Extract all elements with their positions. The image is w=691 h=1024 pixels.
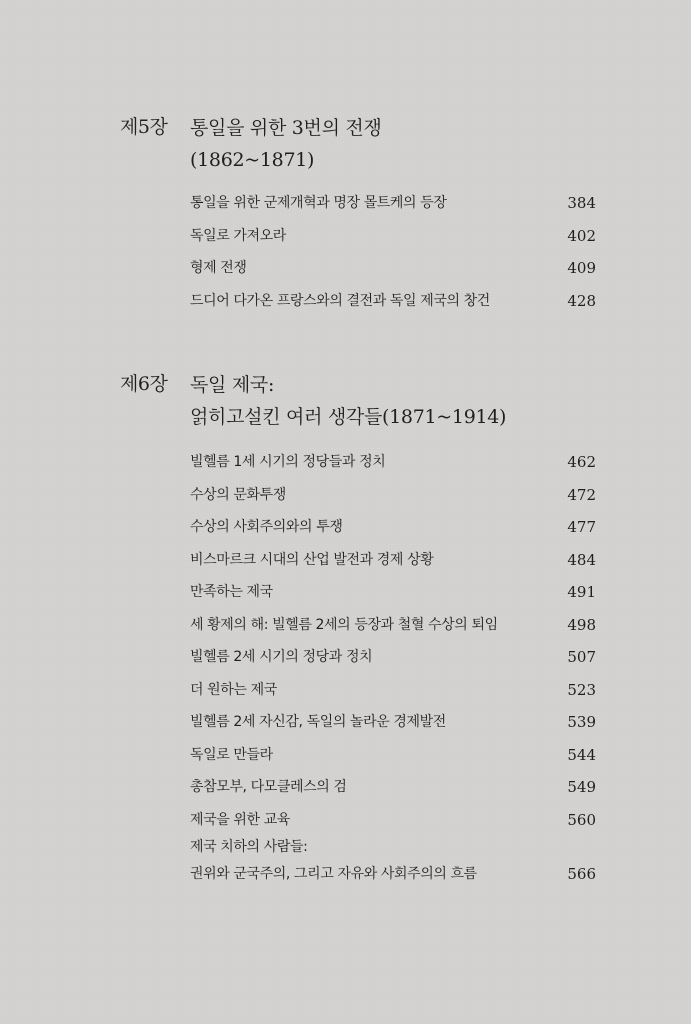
chapter-number: 제6장 [120, 373, 168, 395]
entry-title: 독일로 가져오라 [190, 227, 286, 244]
entry-title-line: 권위와 군국주의, 그리고 자유와 사회주의의 흐름 [190, 866, 477, 882]
entry-title: 형제 전쟁 [190, 260, 247, 276]
entry-page: 462 [567, 453, 596, 471]
entry-title: 수상의 사회주의와의 투쟁 [190, 519, 343, 535]
toc-entry[interactable] [190, 641, 596, 674]
entry-title: 통일을 위한 군제개혁과 명장 몰트케의 등장 [190, 195, 447, 211]
toc-entry[interactable] [190, 220, 596, 253]
toc-entry[interactable] [190, 771, 596, 804]
entry-title: 독일로 만들라 [190, 746, 273, 763]
entry-page: 409 [567, 259, 596, 277]
entry-page: 384 [567, 194, 596, 212]
toc-entry[interactable] [190, 544, 596, 577]
entry-title: 드디어 다가온 프랑스와의 결전과 독일 제국의 창건 [190, 292, 490, 309]
entry-page: 428 [567, 291, 596, 310]
entry-title: 빌헬름 1세 시기의 정당들과 정치 [190, 454, 386, 470]
entry-title: 만족하는 제국 [190, 584, 273, 600]
toc-entry[interactable] [190, 836, 596, 890]
entry-title: 세 황제의 해: 빌헬름 2세의 등장과 철혈 수상의 퇴임 [190, 616, 498, 633]
toc-entry[interactable] [190, 739, 596, 772]
entry-page: 507 [567, 648, 596, 666]
entry-title: 제국을 위한 교육 [190, 811, 290, 828]
toc-entry[interactable] [190, 479, 596, 512]
entry-page: 402 [567, 226, 596, 245]
entry-title: 수상의 문화투쟁 [190, 486, 286, 503]
toc-entry[interactable] [190, 609, 596, 642]
toc-entry[interactable] [190, 804, 596, 837]
entry-page: 484 [567, 550, 596, 569]
toc-entry[interactable] [190, 576, 596, 609]
entry-title: 빌헬름 2세 시기의 정당과 정치 [190, 649, 373, 665]
toc-entry[interactable] [190, 511, 596, 544]
chapter-number: 제5장 [120, 116, 168, 138]
entry-title: 빌헬름 2세 자신감, 독일의 놀라운 경제발전 [190, 714, 446, 730]
chapter-title-line: 통일을 위한 3번의 전쟁 [190, 117, 382, 139]
toc-entry[interactable] [190, 674, 596, 707]
entry-page: 549 [567, 778, 596, 796]
chapter-6-entries [190, 446, 596, 890]
chapter-title-line: (1862~1871) [190, 149, 315, 171]
entry-page: 539 [567, 713, 596, 731]
chapter-title [190, 369, 506, 433]
toc-entry[interactable] [190, 285, 596, 318]
entry-page: 491 [567, 583, 596, 601]
entry-title-line: 제국 치하의 사람들: [190, 839, 308, 855]
entry-page: 566 [567, 865, 596, 883]
toc-entry[interactable] [190, 252, 596, 285]
entry-page: 498 [567, 615, 596, 634]
entry-page: 544 [567, 745, 596, 764]
entry-title: 더 원하는 제국 [190, 681, 277, 698]
toc-entry[interactable] [190, 446, 596, 479]
entry-page: 472 [567, 485, 596, 504]
chapter-title [190, 112, 382, 176]
chapter-title-line: 얽히고설킨 여러 생각들(1871~1914) [190, 406, 507, 428]
entry-title: 비스마르크 시대의 산업 발전과 경제 상황 [190, 551, 434, 568]
chapter-5-entries [190, 187, 596, 317]
toc-entry[interactable] [190, 706, 596, 739]
entry-title: 총참모부, 다모클레스의 검 [190, 779, 347, 795]
toc-entry[interactable] [190, 187, 596, 220]
chapter-title-line: 독일 제국: [190, 374, 275, 396]
entry-page: 477 [567, 518, 596, 536]
entry-page: 523 [567, 680, 596, 699]
entry-page: 560 [567, 810, 596, 829]
